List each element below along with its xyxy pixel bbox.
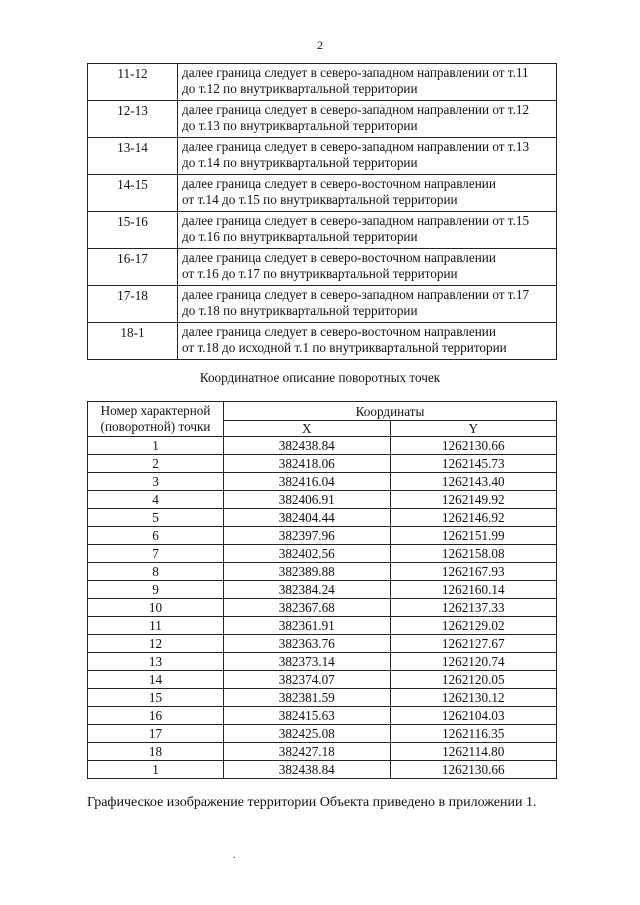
coordinate-row: [88, 509, 557, 527]
y-value-cell: 1262167.93: [390, 563, 557, 581]
y-value-cell: 1262129.02: [390, 617, 557, 635]
segment-label: 14-15: [88, 175, 178, 212]
point-number-cell: 3: [88, 473, 224, 491]
x-axis-header: X: [224, 421, 391, 437]
y-value-cell: 1262137.33: [390, 599, 557, 617]
x-value-cell: 382404.44: [224, 509, 391, 527]
x-value-cell: 382438.84: [224, 761, 391, 779]
coordinate-row: [88, 563, 557, 581]
appendix-note: Графическое изображение территории Объекта приведено в приложении 1.: [87, 795, 537, 810]
coordinate-row: [88, 581, 557, 599]
coordinates-section-title: Координатное описание поворотных точек: [199, 370, 441, 385]
coordinate-row: [88, 725, 557, 743]
point-number-cell: 16: [88, 707, 224, 725]
description-line-2: до т.16 по внутриквартальной территории: [182, 229, 418, 244]
boundary-row: [88, 101, 557, 138]
coordinates-table-head: [88, 402, 557, 437]
description-line-1: далее граница следует в северо-западном направлении от т.17: [182, 287, 530, 302]
description-line-2: до т.14 по внутриквартальной территории: [182, 155, 418, 170]
description-line-2: до т.13 по внутриквартальной территории: [182, 118, 418, 133]
x-value-cell: 382381.59: [224, 689, 391, 707]
point-number-cell: 9: [88, 581, 224, 599]
coordinate-row: [88, 707, 557, 725]
point-number-cell: 8: [88, 563, 224, 581]
point-number-cell: 1: [88, 437, 224, 455]
x-value-cell: 382425.08: [224, 725, 391, 743]
coordinate-row: [88, 545, 557, 563]
description-line-1: далее граница следует в северо-западном направлении от т.15: [182, 213, 530, 228]
point-number-cell: 12: [88, 635, 224, 653]
segment-label: 16-17: [88, 249, 178, 286]
point-number-cell: 14: [88, 671, 224, 689]
y-axis-header: Y: [390, 421, 557, 437]
segment-label: 17-18: [88, 286, 178, 323]
coordinate-row: [88, 455, 557, 473]
x-value-cell: 382374.07: [224, 671, 391, 689]
y-value-cell: 1262130.66: [390, 761, 557, 779]
coordinate-row: [88, 617, 557, 635]
x-value-cell: 382384.24: [224, 581, 391, 599]
x-value-cell: 382438.84: [224, 437, 391, 455]
y-value-cell: 1262143.40: [390, 473, 557, 491]
y-value-cell: 1262130.66: [390, 437, 557, 455]
point-number-cell: 18: [88, 743, 224, 761]
coordinate-row: [88, 635, 557, 653]
boundary-row: [88, 323, 557, 360]
x-value-cell: 382373.14: [224, 653, 391, 671]
boundary-row: [88, 138, 557, 175]
y-value-cell: 1262114.80: [390, 743, 557, 761]
description-line-1: далее граница следует в северо-западном направлении от т.11: [182, 65, 529, 80]
point-number-cell: 5: [88, 509, 224, 527]
coordinate-row: [88, 473, 557, 491]
description-line-2: от т.14 до т.15 по внутриквартальной территории: [182, 192, 458, 207]
description-line-1: далее граница следует в северо-западном направлении от т.12: [182, 102, 530, 117]
segment-label: 18-1: [88, 323, 178, 360]
description-line-2: до т.18 по внутриквартальной территории: [182, 303, 418, 318]
description-line-2: до т.12 по внутриквартальной территории: [182, 81, 418, 96]
segment-label: 12-13: [88, 101, 178, 138]
coordinates-header: Координаты: [224, 402, 557, 421]
description-line-2: от т.18 до исходной т.1 по внутриквартальной территории: [182, 340, 507, 355]
description-line-1: далее граница следует в северо-западном направлении от т.13: [182, 139, 530, 154]
coordinate-row: [88, 761, 557, 779]
description-line-1: далее граница следует в северо-восточном направлении: [182, 324, 496, 339]
description-line-2: от т.16 до т.17 по внутриквартальной территории: [182, 266, 458, 281]
y-value-cell: 1262130.12: [390, 689, 557, 707]
segment-description: [178, 323, 557, 360]
y-value-cell: 1262158.08: [390, 545, 557, 563]
segment-description: [178, 64, 557, 101]
segment-label: 11-12: [88, 64, 178, 101]
point-number-cell: 7: [88, 545, 224, 563]
x-value-cell: 382418.06: [224, 455, 391, 473]
coordinate-row: [88, 671, 557, 689]
x-value-cell: 382389.88: [224, 563, 391, 581]
point-number-cell: 6: [88, 527, 224, 545]
boundary-row: [88, 249, 557, 286]
page-number: 2: [317, 38, 323, 52]
x-value-cell: 382406.91: [224, 491, 391, 509]
y-value-cell: 1262120.05: [390, 671, 557, 689]
segment-description: [178, 101, 557, 138]
x-value-cell: 382427.18: [224, 743, 391, 761]
x-value-cell: 382416.04: [224, 473, 391, 491]
y-value-cell: 1262120.74: [390, 653, 557, 671]
stray-dot: .: [233, 850, 236, 861]
y-value-cell: 1262146.92: [390, 509, 557, 527]
y-value-cell: 1262127.67: [390, 635, 557, 653]
coordinate-row: [88, 527, 557, 545]
description-line-1: далее граница следует в северо-восточном направлении: [182, 250, 496, 265]
boundary-row: [88, 175, 557, 212]
point-number-cell: 2: [88, 455, 224, 473]
coordinate-row: [88, 437, 557, 455]
coordinates-table-body: [88, 437, 557, 779]
y-value-cell: 1262116.35: [390, 725, 557, 743]
segment-label: 13-14: [88, 138, 178, 175]
description-line-1: далее граница следует в северо-восточном направлении: [182, 176, 496, 191]
coordinates-table: [87, 401, 557, 779]
point-number-cell: 17: [88, 725, 224, 743]
boundary-row: [88, 212, 557, 249]
x-value-cell: 382415.63: [224, 707, 391, 725]
y-value-cell: 1262149.92: [390, 491, 557, 509]
boundary-table-body: [88, 64, 557, 360]
x-value-cell: 382367.68: [224, 599, 391, 617]
boundary-row: [88, 64, 557, 101]
segment-label: 15-16: [88, 212, 178, 249]
x-value-cell: 382363.76: [224, 635, 391, 653]
x-value-cell: 382361.91: [224, 617, 391, 635]
boundary-row: [88, 286, 557, 323]
coordinate-row: [88, 653, 557, 671]
y-value-cell: 1262160.14: [390, 581, 557, 599]
segment-description: [178, 175, 557, 212]
y-value-cell: 1262151.99: [390, 527, 557, 545]
point-number-header: Номер характерной (поворотной) точки: [88, 402, 224, 437]
coordinate-row: [88, 743, 557, 761]
x-value-cell: 382397.96: [224, 527, 391, 545]
point-number-cell: 10: [88, 599, 224, 617]
segment-description: [178, 286, 557, 323]
segment-description: [178, 138, 557, 175]
x-value-cell: 382402.56: [224, 545, 391, 563]
coordinate-row: [88, 689, 557, 707]
segment-description: [178, 249, 557, 286]
y-value-cell: 1262145.73: [390, 455, 557, 473]
point-number-cell: 4: [88, 491, 224, 509]
point-number-cell: 11: [88, 617, 224, 635]
point-number-cell: 13: [88, 653, 224, 671]
y-value-cell: 1262104.03: [390, 707, 557, 725]
coordinate-row: [88, 599, 557, 617]
coordinate-row: [88, 491, 557, 509]
point-number-cell: 15: [88, 689, 224, 707]
segment-description: [178, 212, 557, 249]
point-number-cell: 1: [88, 761, 224, 779]
coordinates-header-row: [88, 402, 557, 421]
boundary-description-table: [87, 63, 557, 360]
